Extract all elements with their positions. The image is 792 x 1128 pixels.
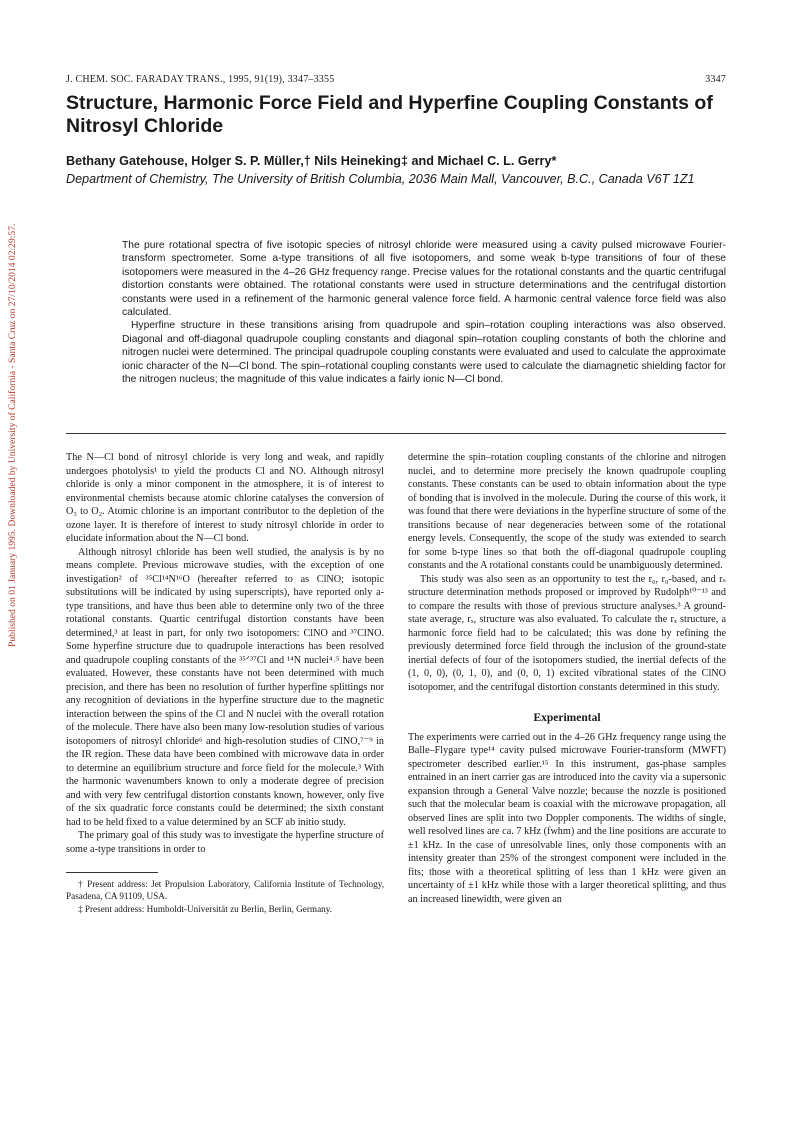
footnote-rule — [66, 872, 158, 873]
left-column — [66, 451, 384, 915]
abstract — [122, 239, 726, 386]
affiliation: Department of Chemistry, The University of British Columbia, 2036 Main Mall, Vancouver, B.C., Canada V6T 1Z1 — [66, 172, 695, 186]
abstract-bottom-rule — [66, 433, 726, 434]
running-header — [66, 74, 726, 85]
intro-paragraph-3: The primary goal of this study was to investigate the hyperfine structure of some a-type transitions in order to — [66, 830, 384, 855]
footnote-dagger: † Present address: Jet Propulsion Laboratory, California Institute of Technology, Pasadena, CA 91109, USA. — [66, 879, 384, 901]
intro-paragraph-4: determine the spin–rotation coupling constants of the chlorine and nitrogen nuclei, and to determine more precisely the known quadrupole coupling constants. These constants can be used to obtain information about the type of bonding that is involved in the molecule. During the course of this work, it was found that there were deviations in the hyperfine structure of some of the transitions because of near degeneracies between some of the rotational energy levels. Consequently, the scope of the study was extended to search for some b-type lines so that both the off-diagonal quadrupole coupling constants and the A rotational constants could be unambiguously determined. — [408, 452, 726, 571]
experimental-paragraph-1: The experiments were carried out in the 4–26 GHz frequency range using the Balle–Flygare type¹⁴ cavity pulsed microwave Fourier-transform (MWFT) spectrometer described earlier.¹⁵ In this instrument, gas-phase samples entrained in an inert carrier gas are introduced into the cavity via a supersonic expansion through a General Valve nozzle; because the nozzle is positioned such that the molecular beam is coaxial with the microwave propagation, all observed lines are split into two Doppler components. The widths of single, well resolved lines are ca. 7 kHz (fwhm) and the line positions are accurate to ±1 kHz. In the case of unresolvable lines, only those components with an intensity greater than 25% of the strongest component were included in the fits; those with a theoretical splitting of less than 1 kHz were given an uncertainty of ±1 kHz while those with a larger theoretical splitting, and thus an increased linewidth, were given an — [408, 731, 726, 905]
footnote-double-dagger: ‡ Present address: Humboldt-Universität zu Berlin, Berlin, Germany. — [78, 903, 333, 914]
journal-citation: J. CHEM. SOC. FARADAY TRANS., 1995, 91(19), 3347–3355 — [66, 74, 335, 85]
intro-paragraph-5: This study was also seen as an opportunity to test the r₀, r₀-based, and rₛ structure determination methods proposed or improved by Rudolph¹⁰⁻¹³ and to compare the results with those of previous structure analyses.³ A ground-state average, rₓ, structure was also evaluated. To calculate the rₓ structure, a harmonic force field had to be calculated; this was done by refining the previously determined force field through the inclusion of the ground-state inertial defects of four of the isotopomers studied, the inertial defects of the (1, 0, 0), (0, 1, 0), and (0, 0, 1) excited vibrational states of the ClNO isotopomer, and the centrifugal distortion constants determined in this study. — [408, 573, 726, 693]
article-title: Structure, Harmonic Force Field and Hyperfine Coupling Constants of Nitrosyl Chloride — [66, 92, 713, 137]
right-column — [408, 451, 726, 906]
intro-paragraph-1: The N—Cl bond of nitrosyl chloride is very long and weak, and rapidly undergoes photolysis¹ to yield the products Cl and NO. Although nitrosyl chloride is only a minor component in the atmosphere, it is of interest to environmental chemists because atomic chlorine catalyses the conversion of O₃ to O₂. Atomic chlorine is an important contributor to the depletion of the ozone layer. It is therefore of interest to study nitrosyl chloride in order to elucidate information about the N—Cl bond. — [66, 452, 384, 544]
abstract-paragraph-1: The pure rotational spectra of five isotopic species of nitrosyl chloride were measured using a cavity pulsed microwave Fourier-transform spectrometer. Some a-type transitions of all five isotopomers, and some weak b-type transitions of four of these isotopomers were measured in the 4–26 GHz frequency range. Precise values for the rotational constants and the quartic centrifugal distortion constants were obtained. The rotational constants were used in structure determinations and the centrifugal distortion constants were used in a refinement of the harmonic general valence force field. A harmonic central valence force field was also calculated. — [122, 240, 726, 319]
author-list: Bethany Gatehouse, Holger S. P. Müller,† Nils Heineking‡ and Michael C. L. Gerry* — [66, 154, 557, 168]
abstract-paragraph-2: Hyperfine structure in these transitions arising from quadrupole and spin–rotation coupling interactions was also observed. Diagonal and off-diagonal quadrupole coupling constants and diagonal spin–rotation coupling constants of both the chlorine and nitrogen nuclei were determined. The principal quadrupole coupling constants were evaluated and used to calculate the approximate ionic character of the N—Cl bond. The spin–rotational coupling constants were used to calculate the diamagnetic shielding factor for the nitrogen nucleus; the magnitude of this value indicates a fairly ionic N—Cl bond. — [122, 320, 726, 386]
download-notice: Published on 01 January 1995. Downloaded by University of California - Santa Cruz on 27/10/2014 02:29:57. — [7, 223, 18, 647]
page-number: 3347 — [705, 74, 726, 85]
intro-paragraph-2: Although nitrosyl chloride has been well studied, the analysis is by no means complete. Previous microwave studies, with the exception of one investigation² of ³⁵Cl¹⁴N¹⁶O (hereafter referred to as ClNO; isotopic substitutions will be indicated by using superscripts), have reported only a-type transitions, and have thus been able to determine only two of the three rotational constants. Quartic centrifugal distortion constants have been determined,³ at least in part, for only two isotopomers: ClNO and ³⁷ClNO. Some hyperfine structure due to quadrupole interactions has been resolved and quadrupole coupling constants of the ³⁵ᐟ³⁷Cl and ¹⁴N nuclei⁴˒⁵ have been evaluated. However, these constants have not been determined with much precision, and there has been no resolution of further hyperfine splittings nor any recognition of deviations in the hyperfine structure due to the magnetic interaction between the spins of the Cl and N nuclei with the overall rotation of the molecule. There have also been many low-resolution studies of various isotopomers of nitrosyl chloride⁶ and high-resolution studies of ClNO,⁷⁻⁹ in the IR region. These data have been combined with microwave data in order to determine an equilibrium structure and force field for the molecule.³ With the harmonic wavenumbers known to only a moderate degree of precision and with very few centrifugal distortion constants known, however, only five of the six quadratic force constants could be determined; the sixth constant had to be held fixed to a value determined by an SCF ab initio study. — [66, 546, 384, 828]
section-heading-experimental: Experimental — [533, 712, 601, 724]
